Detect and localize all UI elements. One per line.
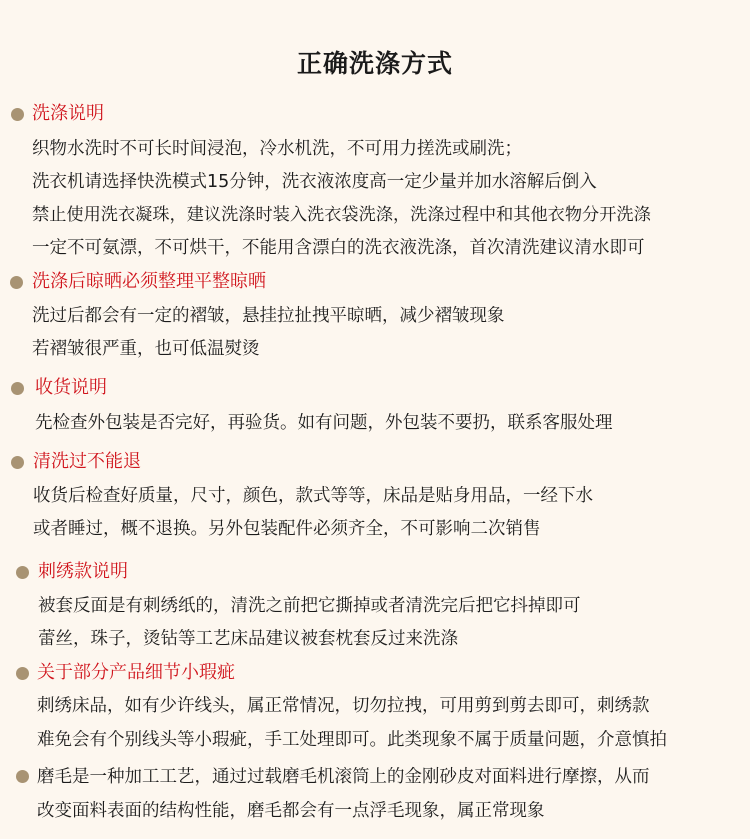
section-line: 洗过后都会有一定的褶皱，悬挂拉扯拽平晾晒，减少褶皱现象 xyxy=(32,306,505,326)
section-line: 或者睡过，概不退换。另外包装配件必须齐全，不可影响二次销售 xyxy=(33,519,541,539)
section-heading-no-return: 清洗过不能退 xyxy=(33,451,141,472)
bullet-dot-icon xyxy=(11,108,24,121)
section-line: 难免会有个别线头等小瑕疵，手工处理即可。此类现象不属于质量问题，介意慎拍 xyxy=(37,730,667,750)
bullet-dot-icon xyxy=(10,276,23,289)
section-line: 禁止使用洗衣凝珠，建议洗涤时装入洗衣袋洗涤，洗涤过程中和其他衣物分开洗涤 xyxy=(32,205,651,225)
section-line: 被套反面是有刺绣纸的，清洗之前把它撕掉或者清洗完后把它抖掉即可 xyxy=(38,596,581,616)
bullet-dot-icon xyxy=(16,667,29,680)
page-title: 正确洗涤方式 xyxy=(296,49,453,78)
section-line: 若褶皱很严重，也可低温熨烫 xyxy=(32,339,260,359)
section-line: 收货后检查好质量，尺寸，颜色，款式等等，床品是贴身用品，一经下水 xyxy=(33,486,593,506)
section-heading-washing: 洗涤说明 xyxy=(32,103,104,124)
section-line: 洗衣机请选择快洗模式15分钟，洗衣液浓度高一定少量并加水溶解后倒入 xyxy=(32,172,597,192)
section-heading-receipt: 收货说明 xyxy=(35,377,107,398)
section-line: 磨毛是一种加工工艺，通过过载磨毛机滚筒上的金刚砂皮对面料进行摩擦，从而 xyxy=(37,767,650,787)
bullet-dot-icon xyxy=(11,456,24,469)
section-line: 一定不可氨漂，不可烘干，不能用含漂白的洗衣液洗涤，首次清洗建议清水即可 xyxy=(32,238,645,258)
bullet-dot-icon xyxy=(11,382,24,395)
bullet-dot-icon xyxy=(16,770,29,783)
bullet-dot-icon xyxy=(16,566,29,579)
section-heading-drying: 洗涤后晾晒必须整理平整晾晒 xyxy=(32,271,266,292)
section-line: 刺绣床品，如有少许线头，属正常情况，切勿拉拽，可用剪到剪去即可，刺绣款 xyxy=(37,696,650,716)
section-line: 改变面料表面的结构性能，磨毛都会有一点浮毛现象，属正常现象 xyxy=(37,801,545,821)
section-line: 织物水洗时不可长时间浸泡，冷水机洗，不可用力搓洗或刷洗； xyxy=(32,139,522,159)
section-line: 先检查外包装是否完好，再验货。如有问题，外包装不要扔，联系客服处理 xyxy=(35,413,613,433)
section-heading-embroidery: 刺绣款说明 xyxy=(38,561,128,582)
section-heading-defects: 关于部分产品细节小瑕疵 xyxy=(37,662,235,683)
section-line: 蕾丝，珠子，烫钻等工艺床品建议被套枕套反过来洗涤 xyxy=(38,629,458,649)
